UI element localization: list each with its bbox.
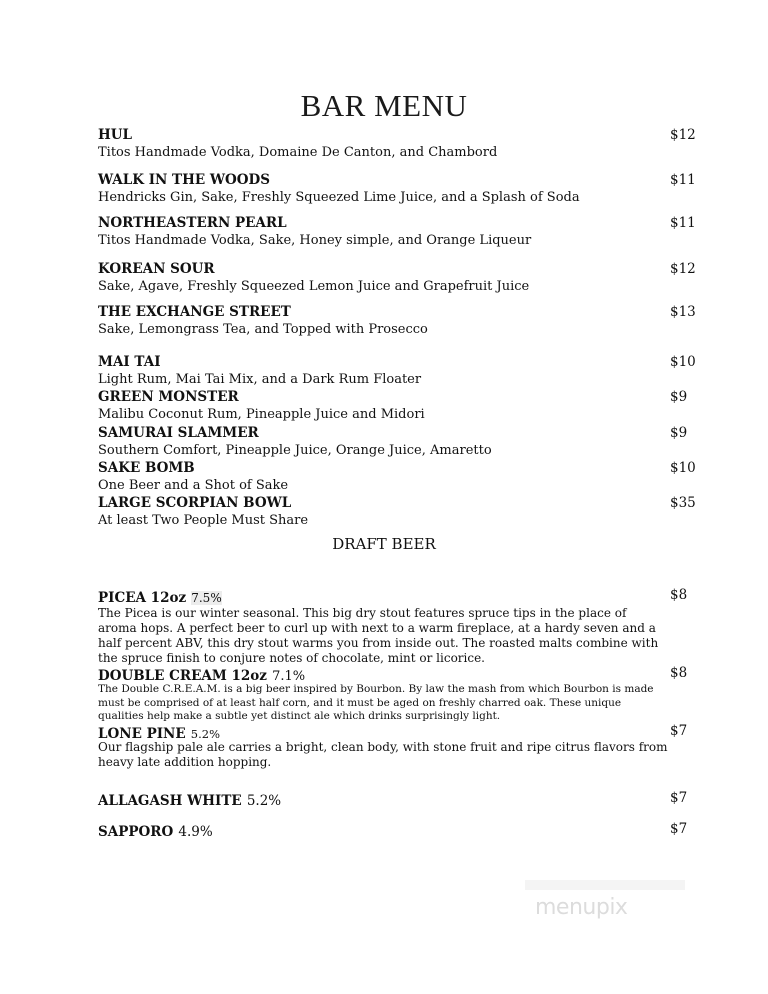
beer-price: $7 bbox=[670, 790, 688, 806]
beer-price: $8 bbox=[670, 665, 688, 681]
item-desc: Malibu Coconut Rum, Pineapple Juice and Midori bbox=[98, 407, 425, 422]
item-price: $11 bbox=[670, 215, 696, 231]
beer-abv: 7.5% bbox=[191, 591, 222, 605]
watermark-logo: menupix bbox=[535, 895, 628, 920]
item-name: MAI TAI bbox=[98, 354, 161, 370]
item-desc: Sake, Agave, Freshly Squeezed Lemon Juice and Grapefruit Juice bbox=[98, 279, 530, 294]
item-price: $10 bbox=[670, 354, 696, 370]
beer-desc: Our flagship pale ale carries a bright, clean body, with stone fruit and ripe citrus flavors from heavy late addition hopping. bbox=[98, 740, 668, 769]
beer-name: ALLAGASH WHITE bbox=[98, 793, 242, 809]
item-name: GREEN MONSTER bbox=[98, 389, 239, 405]
item-desc: Light Rum, Mai Tai Mix, and a Dark Rum Floater bbox=[98, 372, 422, 387]
item-price: $35 bbox=[670, 495, 696, 511]
item-name: LARGE SCORPIAN BOWL bbox=[98, 495, 292, 511]
beer-price: $8 bbox=[670, 587, 688, 603]
item-name: WALK IN THE WOODS bbox=[98, 172, 270, 188]
beer-abv: 4.9% bbox=[178, 824, 213, 840]
item-desc: Titos Handmade Vodka, Sake, Honey simple, and Orange Liqueur bbox=[98, 233, 532, 248]
beer-price: $7 bbox=[670, 723, 688, 739]
item-price: $13 bbox=[670, 304, 696, 320]
beer-price: $7 bbox=[670, 821, 688, 837]
item-name: KOREAN SOUR bbox=[98, 261, 215, 277]
beer-abv: 5.2% bbox=[246, 793, 282, 809]
beer-name: SAPPORO bbox=[98, 824, 174, 840]
item-price: $12 bbox=[670, 261, 696, 277]
item-desc: Sake, Lemongrass Tea, and Topped with Prosecco bbox=[98, 322, 428, 337]
item-desc: One Beer and a Shot of Sake bbox=[98, 478, 289, 493]
item-price: $11 bbox=[670, 172, 696, 188]
item-name: NORTHEASTERN PEARL bbox=[98, 215, 287, 231]
item-desc: Southern Comfort, Pineapple Juice, Orange Juice, Amaretto bbox=[98, 443, 492, 458]
item-price: $12 bbox=[670, 127, 696, 143]
item-name: HUL bbox=[98, 127, 133, 143]
beer-name: DOUBLE CREAM 12oz bbox=[98, 668, 267, 684]
watermark-strip bbox=[525, 880, 685, 890]
item-name: THE EXCHANGE STREET bbox=[98, 304, 291, 320]
item-desc: At least Two People Must Share bbox=[98, 513, 309, 528]
beer-desc: The Double C.R.E.A.M. is a big beer inspired by Bourbon. By law the mash from which Bourbon is made must be comprised of at least half corn, and it must be aged on freshly charred oak. These unique qualities help make a subtle yet distinct ale which drinks surprisingly light. bbox=[98, 683, 654, 722]
item-desc: Hendricks Gin, Sake, Freshly Squeezed Lime Juice, and a Splash of Soda bbox=[98, 190, 580, 205]
beer-abv: 5.2% bbox=[190, 727, 220, 741]
beer-name: LONE PINE bbox=[98, 726, 186, 742]
item-price: $10 bbox=[670, 460, 696, 476]
section-heading-draft-beer: DRAFT BEER bbox=[332, 535, 436, 553]
item-name: SAKE BOMB bbox=[98, 460, 195, 476]
item-name: SAMURAI SLAMMER bbox=[98, 425, 259, 441]
beer-desc: The Picea is our winter seasonal. This big dry stout features spruce tips in the place of aroma hops. A perfect beer to curl up with next to a warm fireplace, at a hardy seven and a half percent ABV, this dry stout warms you from inside out. The roasted malts combine with the spruce finish to conjure notes of chocolate, mint or licorice. bbox=[98, 606, 659, 665]
page-title: BAR MENU bbox=[300, 88, 468, 123]
item-price: $9 bbox=[670, 425, 688, 441]
item-price: $9 bbox=[670, 389, 688, 405]
beer-abv: 7.1% bbox=[272, 669, 306, 684]
item-desc: Titos Handmade Vodka, Domaine De Canton, and Chambord bbox=[98, 145, 498, 160]
beer-name: PICEA 12oz bbox=[98, 590, 187, 606]
